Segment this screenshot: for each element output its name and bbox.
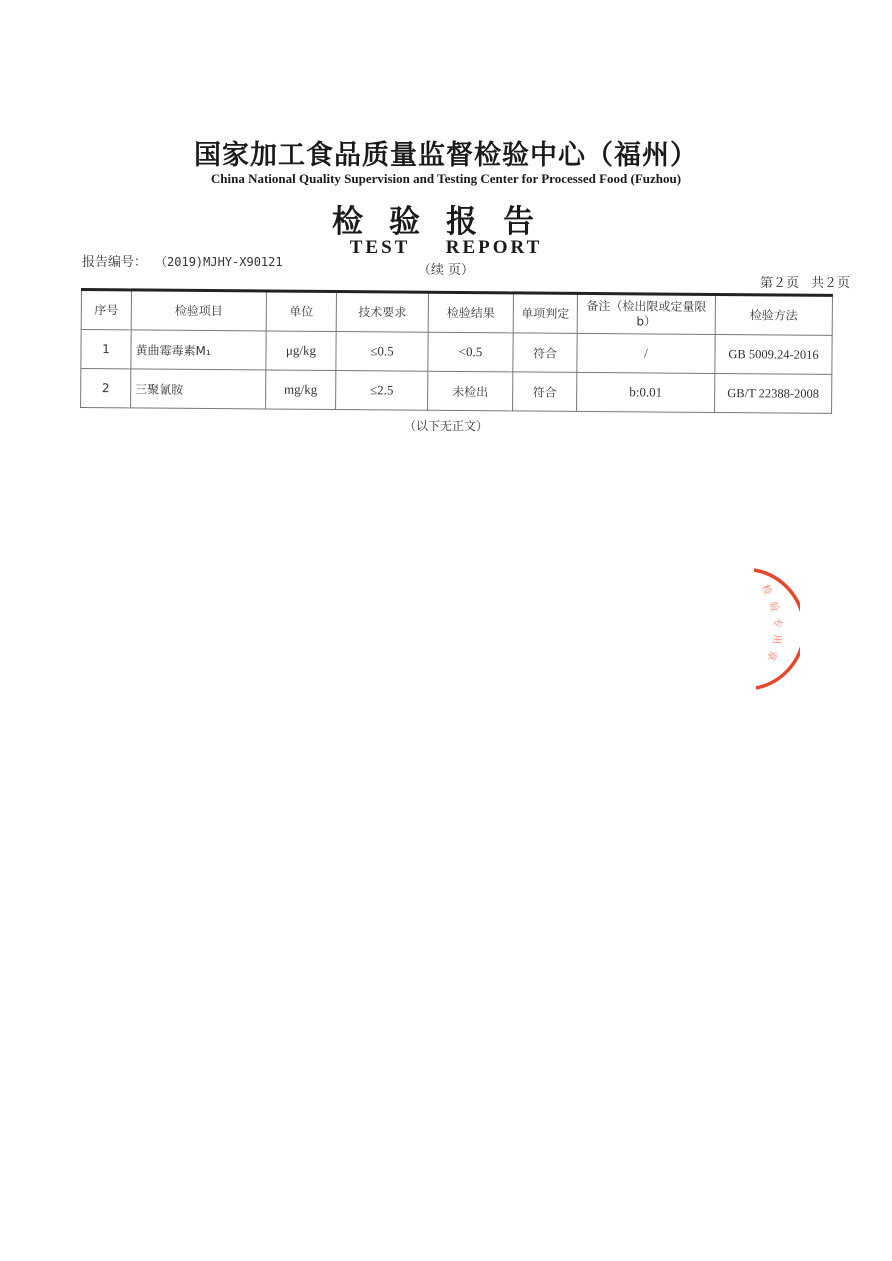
cell-index: 2: [81, 369, 131, 408]
cell-judgement: 符合: [513, 372, 577, 412]
header-unit: 单位: [266, 291, 336, 332]
table-row: [81, 369, 832, 414]
cell-item: 黄曲霉毒素M₁: [131, 330, 266, 370]
results-table-wrapper: [80, 288, 832, 414]
header-judgement: 单项判定: [513, 293, 577, 334]
svg-text:专: 专: [771, 617, 783, 629]
page-total: 共２页: [810, 276, 850, 291]
cell-item: 三聚氰胺: [131, 369, 266, 409]
page-number: 第２页: [759, 276, 799, 291]
report-title-cn: 检验报告: [332, 204, 560, 240]
svg-text:用: 用: [770, 633, 782, 645]
cell-unit: μg/kg: [266, 331, 336, 371]
cell-result: <0.5: [428, 332, 513, 372]
table-header-row: [81, 290, 832, 336]
svg-text:检: 检: [759, 583, 773, 597]
report-title-en: TEST REPORT: [349, 237, 543, 258]
report-number-label: 报告编号：: [82, 255, 148, 270]
header-requirement: 技术要求: [336, 292, 428, 333]
svg-text:章: 章: [764, 649, 778, 662]
header-index: 序号: [81, 290, 131, 330]
svg-text:验: 验: [767, 600, 780, 613]
header-remark: 备注（检出限或定量限b）: [577, 293, 715, 334]
cell-method: GB/T 22388-2008: [715, 373, 832, 413]
cell-result: 未检出: [428, 371, 513, 411]
header-method: 检验方法: [715, 294, 832, 335]
cell-judgement: 符合: [513, 333, 577, 373]
header-item: 检验项目: [131, 290, 266, 331]
organization-name-en: China National Quality Supervision and Testing Center for Processed Food (Fuzhou): [210, 171, 682, 186]
header-result: 检验结果: [428, 292, 513, 333]
cell-remark: b:0.01: [577, 372, 715, 412]
results-table: [80, 288, 833, 414]
cell-requirement: ≤2.5: [336, 371, 428, 411]
report-number-value: （2019)MJHY-X90121: [161, 255, 283, 269]
cell-index: 1: [81, 330, 131, 369]
cell-method: GB 5009.24-2016: [715, 334, 832, 374]
cell-unit: mg/kg: [266, 370, 336, 410]
cell-remark: /: [577, 333, 715, 373]
continuation-label: （续 页）: [417, 263, 475, 278]
seal-fragment-text: [759, 583, 784, 663]
organization-name-cn: 国家加工食品质量监督检验中心（福州）: [194, 140, 698, 171]
official-seal-stamp: [690, 564, 800, 694]
end-of-text-note: （以下无正文）: [403, 419, 488, 433]
cell-requirement: ≤0.5: [336, 332, 428, 372]
page-indicator: [760, 272, 850, 291]
table-row: [81, 330, 832, 375]
